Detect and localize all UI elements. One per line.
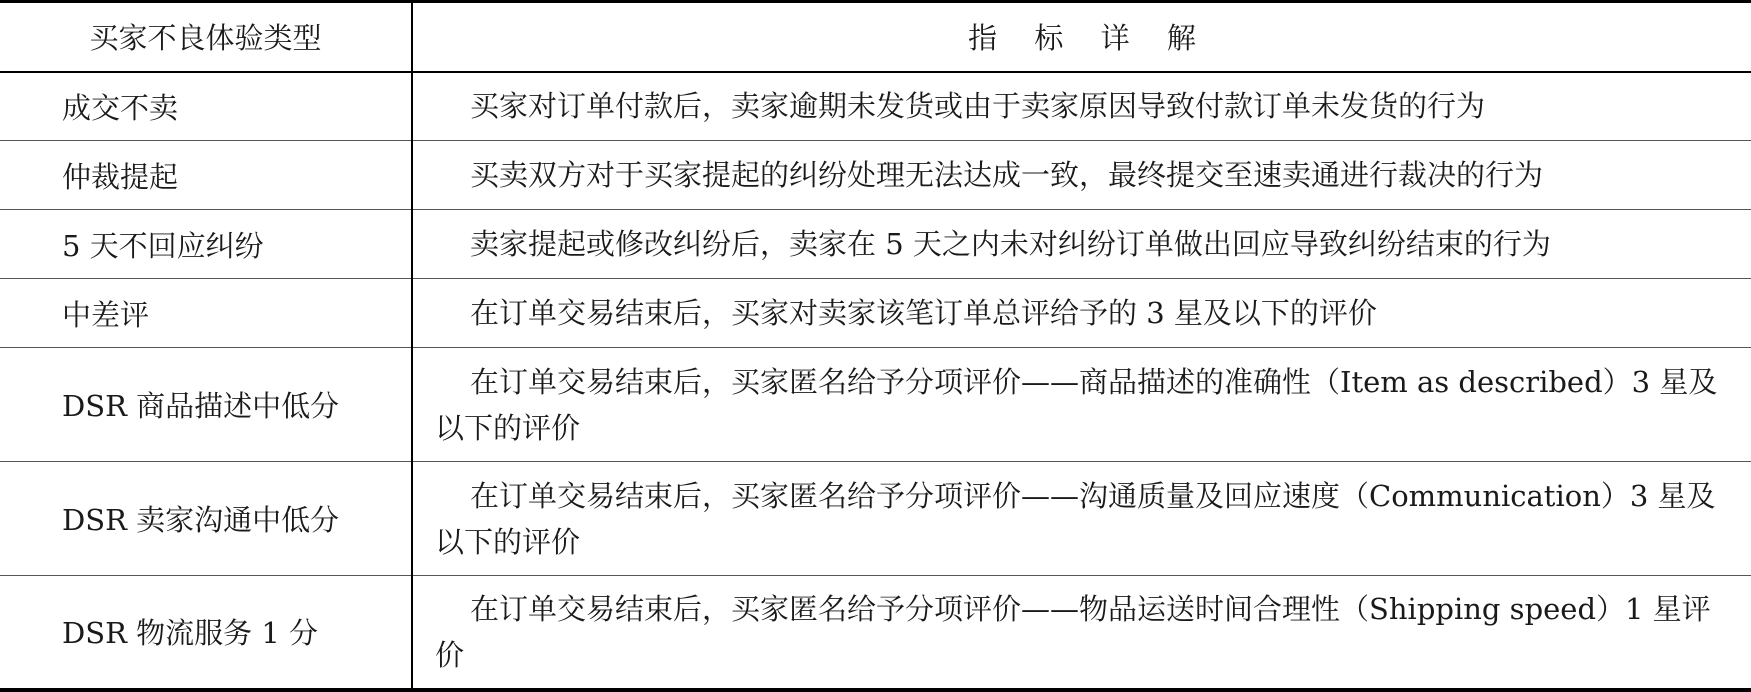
row-detail-text: 买卖双方对于买家提起的纠纷处理无法达成一致，最终提交至速卖通进行裁决的行为 [470,158,1544,192]
table-row [0,348,1751,462]
table-row [0,141,1751,210]
table-header [0,2,1751,72]
header-type: 买家不良体验类型 [0,2,412,72]
header-detail: 指 标 详 解 [412,2,1751,72]
row-detail [412,72,1751,141]
row-detail [412,462,1751,576]
row-detail [412,279,1751,348]
row-detail [412,141,1751,210]
row-detail-text: 在订单交易结束后，买家匿名给予分项评价——物品运送时间合理性（Shipping speed）1 星评价 [435,591,1711,672]
table-row [0,72,1751,141]
table-row [0,279,1751,348]
row-detail-text: 卖家提起或修改纠纷后，卖家在 5 天之内未对纠纷订单做出回应导致纠纷结束的行为 [470,227,1551,261]
header-row [0,2,1751,72]
table-row [0,462,1751,576]
row-type: DSR 商品描述中低分 [0,348,412,462]
row-type: DSR 物流服务 1 分 [0,576,412,690]
table-body [0,72,1751,690]
row-type: 中差评 [0,279,412,348]
row-type: 5 天不回应纠纷 [0,210,412,279]
row-type: 成交不卖 [0,72,412,141]
row-detail [412,576,1751,690]
row-detail-text: 在订单交易结束后，买家对卖家该笔订单总评给予的 3 星及以下的评价 [470,296,1377,330]
row-detail-text: 买家对订单付款后，卖家逾期未发货或由于卖家原因导致付款订单未发货的行为 [470,89,1486,124]
row-detail-text: 在订单交易结束后，买家匿名给予分项评价——沟通质量及回应速度（Communication）3 星及以下的评价 [435,478,1716,559]
row-detail-text: 在订单交易结束后，买家匿名给予分项评价——商品描述的准确性（Item as described）3 星及以下的评价 [435,364,1718,445]
row-type: DSR 卖家沟通中低分 [0,462,412,576]
table-row [0,210,1751,279]
row-detail [412,210,1751,279]
row-detail [412,348,1751,462]
table-row [0,576,1751,690]
row-type: 仲裁提起 [0,141,412,210]
